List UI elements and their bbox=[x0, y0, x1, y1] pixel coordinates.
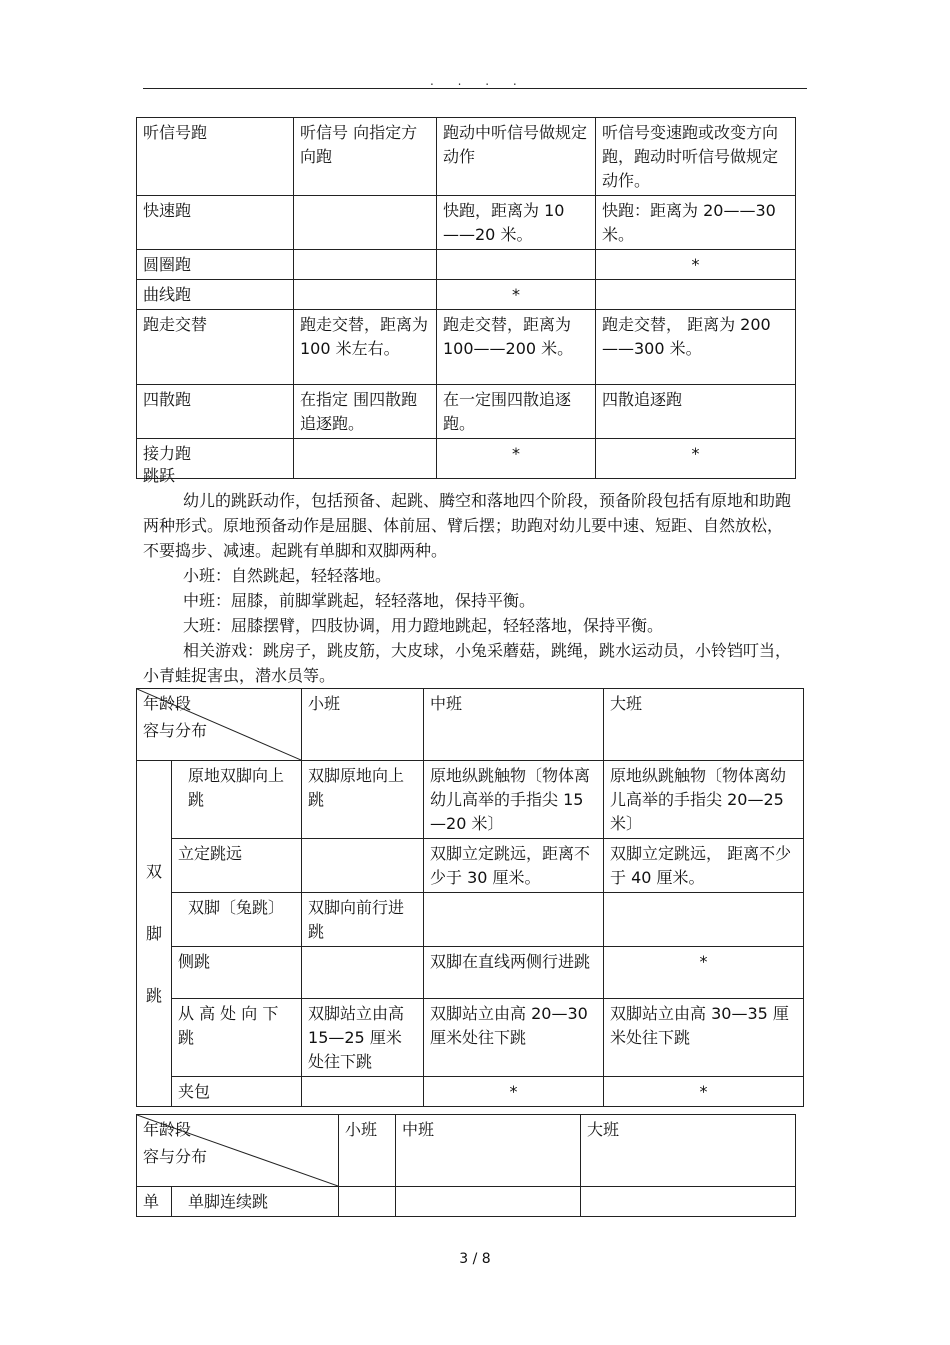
header-rule bbox=[143, 88, 807, 89]
paragraph: 幼儿的跳跃动作，包括预备、起跳、腾空和落地四个阶段，预备阶段包括有原地和助跑两种形式。原地预备动作是屈腿、体前屈、臂后摆；助跑对幼儿要中速、短距、自然放松，不要捣步、减速。起跳有单脚和双脚两种。 bbox=[143, 491, 792, 560]
group-char: 跳 bbox=[145, 986, 162, 1005]
table-cell: 快速跑 bbox=[137, 196, 294, 250]
table-row bbox=[137, 839, 804, 893]
column-header: 小班 bbox=[302, 689, 424, 761]
table-cell: 双脚立定跳远， 距离不少于 40 厘米。 bbox=[604, 839, 804, 893]
table-cell bbox=[581, 1187, 796, 1217]
paragraph: 中班：屈膝，前脚掌跳起，轻轻落地，保持平衡。 bbox=[183, 591, 536, 610]
table-cell bbox=[294, 280, 437, 310]
single-jump-table bbox=[136, 1114, 796, 1217]
table-cell: 双脚〔兔跳〕 bbox=[172, 893, 302, 947]
table-cell: 四散追逐跑 bbox=[596, 385, 796, 439]
table-cell: 曲线跑 bbox=[137, 280, 294, 310]
table-row bbox=[137, 385, 796, 439]
corner-top-label: 年龄段 bbox=[143, 694, 192, 713]
table-cell: 跑走交替 bbox=[137, 310, 294, 385]
table-cell: * bbox=[604, 1077, 804, 1107]
table-cell: 双脚立定跳远，距离不少于 30 厘米。 bbox=[424, 839, 604, 893]
table-row bbox=[137, 1077, 804, 1107]
group-char: 脚 bbox=[145, 924, 162, 943]
page-number: 3 / 8 bbox=[459, 1251, 491, 1267]
table-cell: 双脚原地向上跳 bbox=[302, 761, 424, 839]
table-row bbox=[137, 118, 796, 196]
header-dots: . . . . bbox=[430, 74, 527, 88]
table-cell: 原地纵跳触物〔物体离幼儿高举的手指尖 15—20 米〕 bbox=[424, 761, 604, 839]
corner-bottom-label: 容与分布 bbox=[143, 1147, 208, 1166]
table-cell: 跑走交替，距离为 100——200 米。 bbox=[437, 310, 596, 385]
paragraph: 小班：自然跳起，轻轻落地。 bbox=[183, 566, 392, 585]
table-cell bbox=[294, 196, 437, 250]
jump-section bbox=[143, 463, 793, 688]
column-header: 中班 bbox=[424, 689, 604, 761]
diagonal-header-cell bbox=[137, 689, 302, 761]
paragraph: 大班：屈膝摆臂，四肢协调，用力蹬地跳起，轻轻落地，保持平衡。 bbox=[183, 616, 664, 635]
table-cell: 侧跳 bbox=[172, 947, 302, 999]
column-header: 中班 bbox=[396, 1115, 581, 1187]
table-cell: 立定跳远 bbox=[172, 839, 302, 893]
table-cell: * bbox=[437, 280, 596, 310]
table-cell: 原地纵跳触物〔物体离幼儿高举的手指尖 20—25 米〕 bbox=[604, 761, 804, 839]
table-cell: * bbox=[596, 250, 796, 280]
running-table bbox=[136, 117, 796, 479]
table-row bbox=[137, 999, 804, 1077]
table-cell bbox=[437, 250, 596, 280]
table-cell bbox=[339, 1187, 396, 1217]
group-label bbox=[137, 761, 172, 1107]
diagonal-header-cell bbox=[137, 1115, 339, 1187]
column-header: 小班 bbox=[339, 1115, 396, 1187]
table-cell: 在一定围四散追逐跑。 bbox=[437, 385, 596, 439]
table-cell: 跑走交替，距离为 100 米左右。 bbox=[294, 310, 437, 385]
table-cell: 跑走交替， 距离为 200——300 米。 bbox=[596, 310, 796, 385]
table-cell: 听信号 向指定方向跑 bbox=[294, 118, 437, 196]
table-cell: 在指定 围四散跑追逐跑。 bbox=[294, 385, 437, 439]
column-header: 大班 bbox=[604, 689, 804, 761]
table-cell: 双脚站立由高 15—25 厘米处往下跳 bbox=[302, 999, 424, 1077]
table-cell bbox=[302, 1077, 424, 1107]
table-cell: * bbox=[437, 439, 596, 479]
group-label: 单 bbox=[137, 1187, 172, 1217]
paragraph: 相关游戏：跳房子，跳皮筋，大皮球，小兔采蘑菇，跳绳，跳水运动员，小铃铛叮当，小青蛙捉害虫，潜水员等。 bbox=[143, 641, 792, 685]
table-header-row bbox=[137, 689, 804, 761]
corner-top-label: 年龄段 bbox=[143, 1120, 192, 1139]
table-cell: * bbox=[424, 1077, 604, 1107]
table-cell bbox=[302, 839, 424, 893]
table-row bbox=[137, 947, 804, 999]
table-cell bbox=[294, 250, 437, 280]
table-cell: 听信号跑 bbox=[137, 118, 294, 196]
table-cell bbox=[596, 280, 796, 310]
table-cell: 从 高 处 向 下 跳 bbox=[172, 999, 302, 1077]
table-cell: 夹包 bbox=[172, 1077, 302, 1107]
table-cell: 单脚连续跳 bbox=[172, 1187, 339, 1217]
table-cell: 接力跑 bbox=[137, 439, 294, 479]
table-cell: 双脚站立由高 30—35 厘米处往下跳 bbox=[604, 999, 804, 1077]
table-cell: 四散跑 bbox=[137, 385, 294, 439]
section-heading: 跳跃 bbox=[143, 466, 176, 485]
table-row bbox=[137, 280, 796, 310]
table-cell: 快跑，距离为 10——20 米。 bbox=[437, 196, 596, 250]
table-cell: * bbox=[596, 439, 796, 479]
table-row bbox=[137, 1187, 796, 1217]
table-row bbox=[137, 310, 796, 385]
table-cell: 双脚站立由高 20—30 厘米处往下跳 bbox=[424, 999, 604, 1077]
table-row bbox=[137, 196, 796, 250]
table-row bbox=[137, 893, 804, 947]
table-cell bbox=[396, 1187, 581, 1217]
table-cell: * bbox=[604, 947, 804, 999]
double-jump-table bbox=[136, 688, 804, 1107]
table-cell: 原地双脚向上跳 bbox=[172, 761, 302, 839]
table-cell: 快跑：距离为 20——30 米。 bbox=[596, 196, 796, 250]
group-char: 双 bbox=[145, 862, 162, 881]
table-cell bbox=[302, 947, 424, 999]
table-cell: 双脚向前行进跳 bbox=[302, 893, 424, 947]
table-cell: 圆圈跑 bbox=[137, 250, 294, 280]
table-header-row bbox=[137, 1115, 796, 1187]
table-cell: 双脚在直线两侧行进跳 bbox=[424, 947, 604, 999]
table-cell bbox=[424, 893, 604, 947]
table-cell bbox=[604, 893, 804, 947]
corner-bottom-label: 容与分布 bbox=[143, 721, 208, 740]
table-cell: 跑动中听信号做规定动作 bbox=[437, 118, 596, 196]
table-row bbox=[137, 761, 804, 839]
column-header: 大班 bbox=[581, 1115, 796, 1187]
table-row bbox=[137, 250, 796, 280]
table-cell: 听信号变速跑或改变方向跑，跑动时听信号做规定动作。 bbox=[596, 118, 796, 196]
